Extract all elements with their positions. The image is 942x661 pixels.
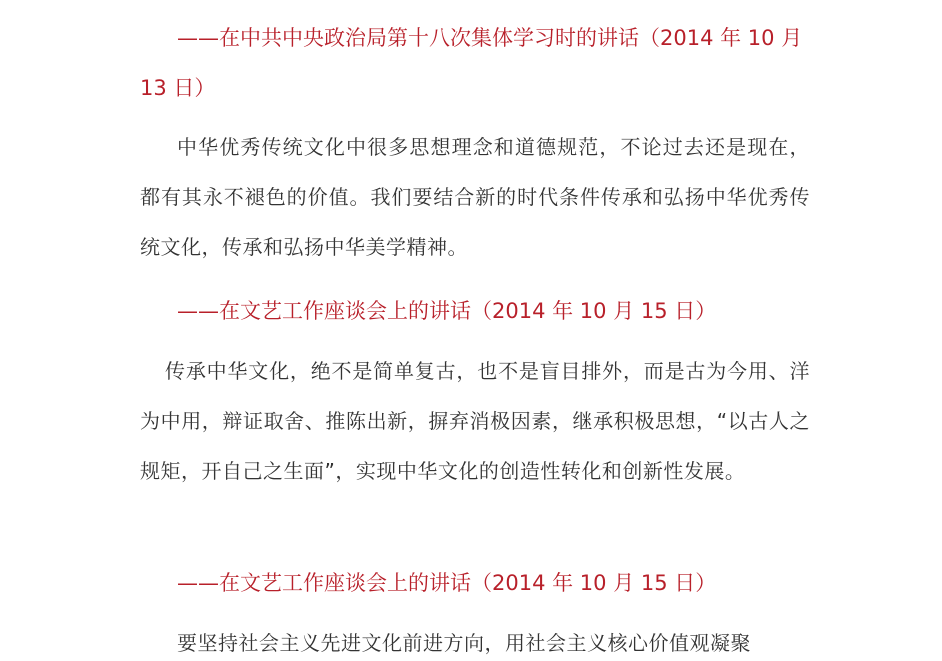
- quote-paragraph-2: 传承中华文化，绝不是简单复古，也不是盲目排外，而是古为今用、洋为中用，辩证取舍、推陈出新，摒弃消极因素，继承积极思想，“以古人之规矩，开自己之生面”，实现中华文化的创造性转化和创新性发展。: [140, 359, 810, 483]
- quote-paragraph-3: 要坚持社会主义先进文化前进方向，用社会主义核心价值观凝聚: [177, 631, 751, 655]
- quote-source-3: ——在文艺工作座谈会上的讲话（2014 年 10 月 15 日）: [177, 571, 717, 595]
- quote-source-2: ——在文艺工作座谈会上的讲话（2014 年 10 月 15 日）: [177, 299, 717, 323]
- quote-paragraph-1: 中华优秀传统文化中很多思想理念和道德规范，不论过去还是现在，都有其永不褪色的价值。我们要结合新的时代条件传承和弘扬中华优秀传统文化，传承和弘扬中华美学精神。: [140, 135, 810, 259]
- quote-source-1: ——在中共中央政治局第十八次集体学习时的讲话（2014 年 10 月 13 日）: [140, 26, 803, 100]
